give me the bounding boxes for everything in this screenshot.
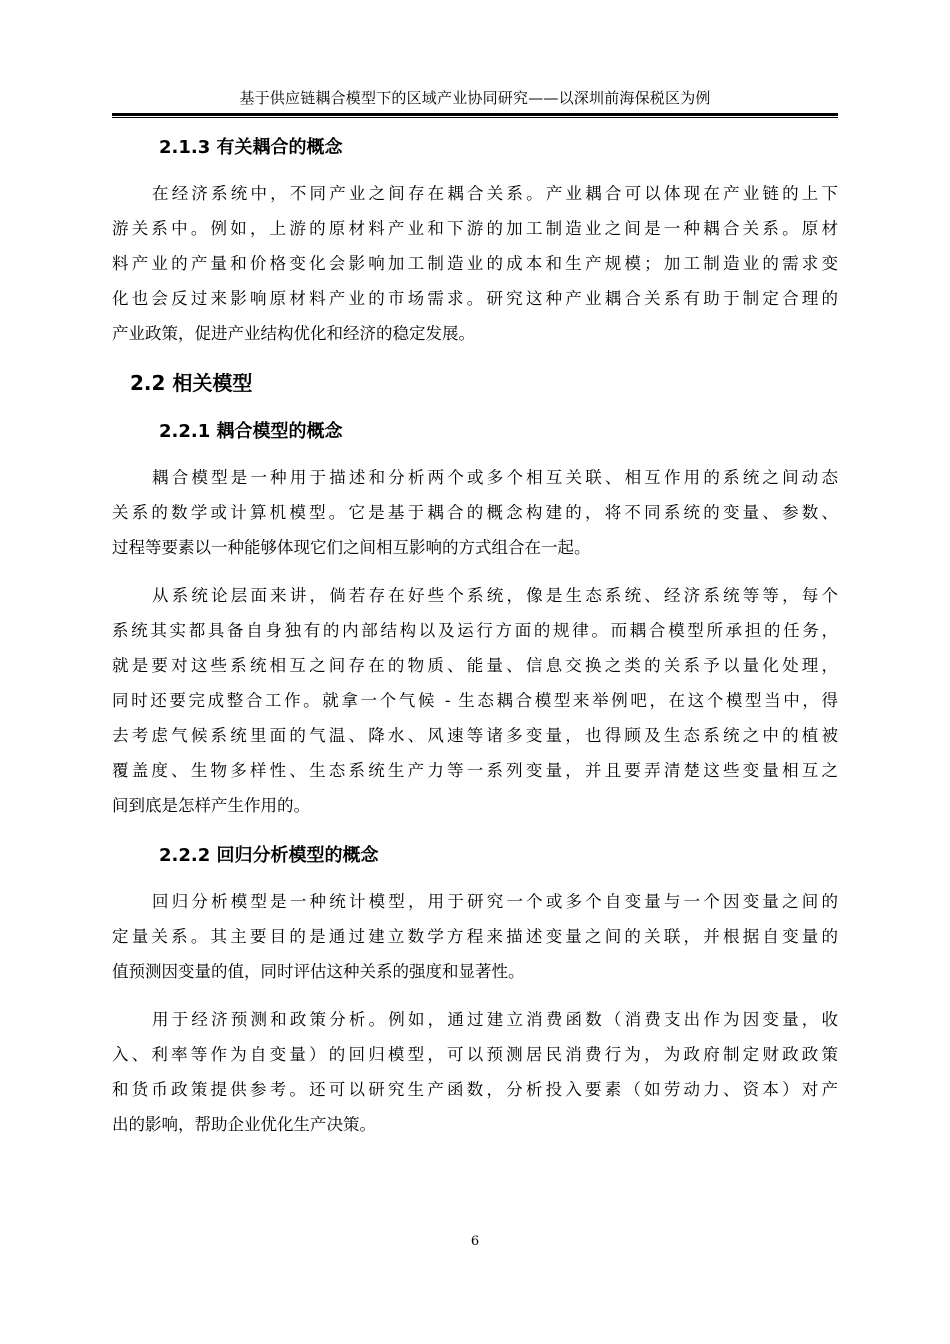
- text-line: 值预测因变量的值，同时评估这种关系的强度和显著性。: [112, 962, 525, 981]
- heading-2-2-2: 2.2.2 回归分析模型的概念: [159, 845, 379, 866]
- text-line: 入、利率等作为自变量）的回归模型，可以预测居民消费行为，为政府制定财政政策: [112, 1045, 838, 1064]
- text-line: 就是要对这些系统相互之间存在的物质、能量、信息交换之类的关系予以量化处理，: [112, 656, 838, 675]
- text-line: 用于经济预测和政策分析。例如，通过建立消费函数（消费支出作为因变量，收: [152, 1010, 838, 1029]
- text-line: 出的影响，帮助企业优化生产决策。: [112, 1115, 376, 1134]
- text-line: 化也会反过来影响原材料产业的市场需求。研究这种产业耦合关系有助于制定合理的: [112, 289, 838, 308]
- text-line: 同时还要完成整合工作。就拿一个气候 - 生态耦合模型来举例吧，在这个模型当中，得: [112, 691, 838, 710]
- text-line: 定量关系。其主要目的是通过建立数学方程来描述变量之间的关联，并根据自变量的: [112, 927, 838, 946]
- paragraph-regression-definition: [112, 884, 838, 989]
- paragraph-coupling-model-definition: [112, 460, 838, 565]
- text-line: 产业政策，促进产业结构优化和经济的稳定发展。: [112, 324, 475, 343]
- paragraph-coupling-model-systems: [112, 578, 838, 823]
- text-line: 过程等要素以一种能够体现它们之间相互影响的方式组合在一起。: [112, 538, 591, 557]
- header-rule: [112, 113, 838, 116]
- text-line: 料产业的产量和价格变化会影响加工制造业的成本和生产规模；加工制造业的需求变: [112, 254, 838, 273]
- text-line: 系统其实都具备自身独有的内部结构以及运行方面的规律。而耦合模型所承担的任务，: [112, 621, 838, 640]
- paragraph-coupling-concept: [112, 176, 838, 351]
- paragraph-regression-applications: [112, 1002, 838, 1142]
- text-line: 去考虑气候系统里面的气温、降水、风速等诸多变量，也得顾及生态系统之中的植被: [112, 726, 838, 745]
- text-line: 从系统论层面来讲，倘若存在好些个系统，像是生态系统、经济系统等等，每个: [152, 586, 838, 605]
- page-number: 6: [470, 1234, 480, 1249]
- text-line: 关系的数学或计算机模型。它是基于耦合的概念构建的，将不同系统的变量、参数、: [112, 503, 838, 522]
- heading-2-1-3: 2.1.3 有关耦合的概念: [159, 137, 343, 158]
- text-line: 在经济系统中，不同产业之间存在耦合关系。产业耦合可以体现在产业链的上下: [152, 184, 838, 203]
- text-line: 覆盖度、生物多样性、生态系统生产力等一系列变量，并且要弄清楚这些变量相互之: [112, 761, 838, 780]
- text-line: 游关系中。例如，上游的原材料产业和下游的加工制造业之间是一种耦合关系。原材: [112, 219, 838, 238]
- text-line: 间到底是怎样产生作用的。: [112, 796, 310, 815]
- running-header: 基于供应链耦合模型下的区域产业协同研究——以深圳前海保税区为例: [239, 89, 711, 107]
- heading-2-2-1: 2.2.1 耦合模型的概念: [159, 421, 343, 442]
- text-line: 耦合模型是一种用于描述和分析两个或多个相互关联、相互作用的系统之间动态: [152, 468, 838, 487]
- header-rule-thin: [112, 117, 838, 118]
- text-line: 回归分析模型是一种统计模型，用于研究一个或多个自变量与一个因变量之间的: [152, 892, 838, 911]
- text-line: 和货币政策提供参考。还可以研究生产函数，分析投入要素（如劳动力、资本）对产: [112, 1080, 838, 1099]
- heading-2-2: 2.2 相关模型: [130, 371, 253, 395]
